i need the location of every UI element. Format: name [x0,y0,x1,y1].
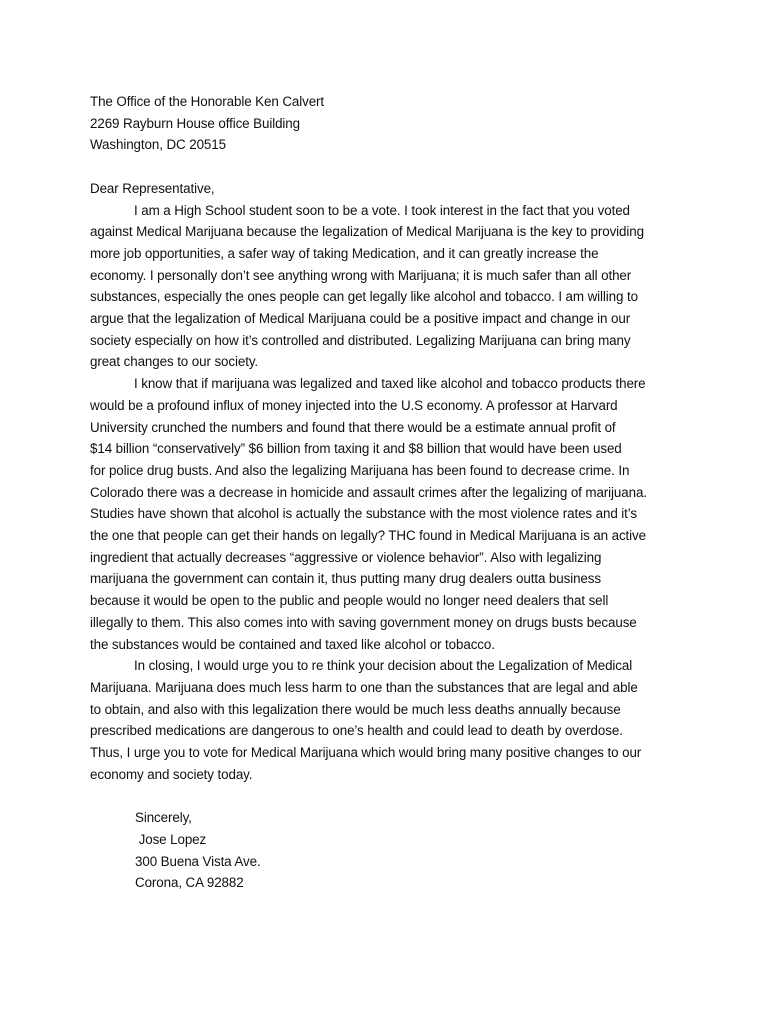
sender-street: 300 Buena Vista Ave. [135,853,261,869]
paragraph-line: economy. I personally don’t see anything wrong with Marijuana; it is much safer than all other [90,267,632,283]
paragraph-line: $14 billion “conservatively” $6 billion from taxing it and $8 billion that would have been used [90,441,622,457]
valediction: Sincerely, [135,810,192,826]
address-line: Washington, DC 20515 [90,137,226,153]
paragraph-line: Thus, I urge you to vote for Medical Marijuana which would bring many positive changes to our [90,745,642,761]
paragraph-line: to obtain, and also with this legalization there would be much less deaths annually because [90,701,621,717]
address-line: 2269 Rayburn House office Building [90,115,301,131]
paragraph-line: economy and society today. [90,766,253,782]
paragraph-line: illegally to them. This also comes into with saving government money on drugs busts because [90,614,637,630]
salutation: Dear Representative, [90,180,215,196]
sender-city: Corona, CA 92882 [135,875,244,891]
paragraph-line: marijuana the government can contain it, thus putting many drug dealers outta business [90,571,601,587]
paragraph-line: prescribed medications are dangerous to one’s health and could lead to death by overdose. [90,723,623,739]
paragraph-line: against Medical Marijuana because the legalization of Medical Marijuana is the key to providing [90,224,644,240]
paragraph-line: the one that people can get their hands on legally? THC found in Medical Marijuana is an active [90,528,646,544]
paragraph-2 [90,373,708,655]
paragraph-line: I am a High School student soon to be a vote. I took interest in the fact that you voted [134,202,630,218]
sender-name: Jose Lopez [135,831,207,847]
signature-block [90,807,708,894]
paragraph-line: ingredient that actually decreases “aggressive or violence behavior”. Also with legalizing [90,549,602,565]
address-line: The Office of the Honorable Ken Calvert [90,94,325,109]
paragraph-line: substances, especially the ones people can get legally like alcohol and tobacco. I am willing to [90,289,638,305]
paragraph-line: more job opportunities, a safer way of taking Medication, and it can greatly increase the [90,245,599,261]
recipient-address [90,91,708,156]
paragraph-line: society especially on how it’s controlled and distributed. Legalizing Marijuana can bring many [90,332,631,348]
paragraph-line: would be a profound influx of money injected into the U.S economy. A professor at Harvard [90,397,618,413]
paragraph-line: for police drug busts. And also the legalizing Marijuana has been found to decrease crime. In [90,462,630,478]
paragraph-3 [90,655,708,785]
paragraph-line: the substances would be contained and taxed like alcohol or tobacco. [90,636,495,652]
paragraph-line: Marijuana. Marijuana does much less harm to one than the substances that are legal and able [90,679,638,695]
paragraph-line: I know that if marijuana was legalized and taxed like alcohol and tobacco products there [134,376,646,392]
paragraph-line: great changes to our society. [90,354,259,370]
paragraph-1 [90,200,708,374]
paragraph-line: University crunched the numbers and found that there would be a estimate annual profit of [90,419,616,435]
paragraph-line: Colorado there was a decrease in homicide and assault crimes after the legalizing of marijuana. [90,484,647,500]
paragraph-line: because it would be open to the public and people would no longer need dealers that sell [90,593,609,609]
paragraph-line: Studies have shown that alcohol is actually the substance with the most violence rates and it’s [90,506,638,522]
paragraph-line: argue that the legalization of Medical Marijuana could be a positive impact and change in our [90,311,631,327]
paragraph-line: In closing, I would urge you to re think your decision about the Legalization of Medical [134,658,633,674]
